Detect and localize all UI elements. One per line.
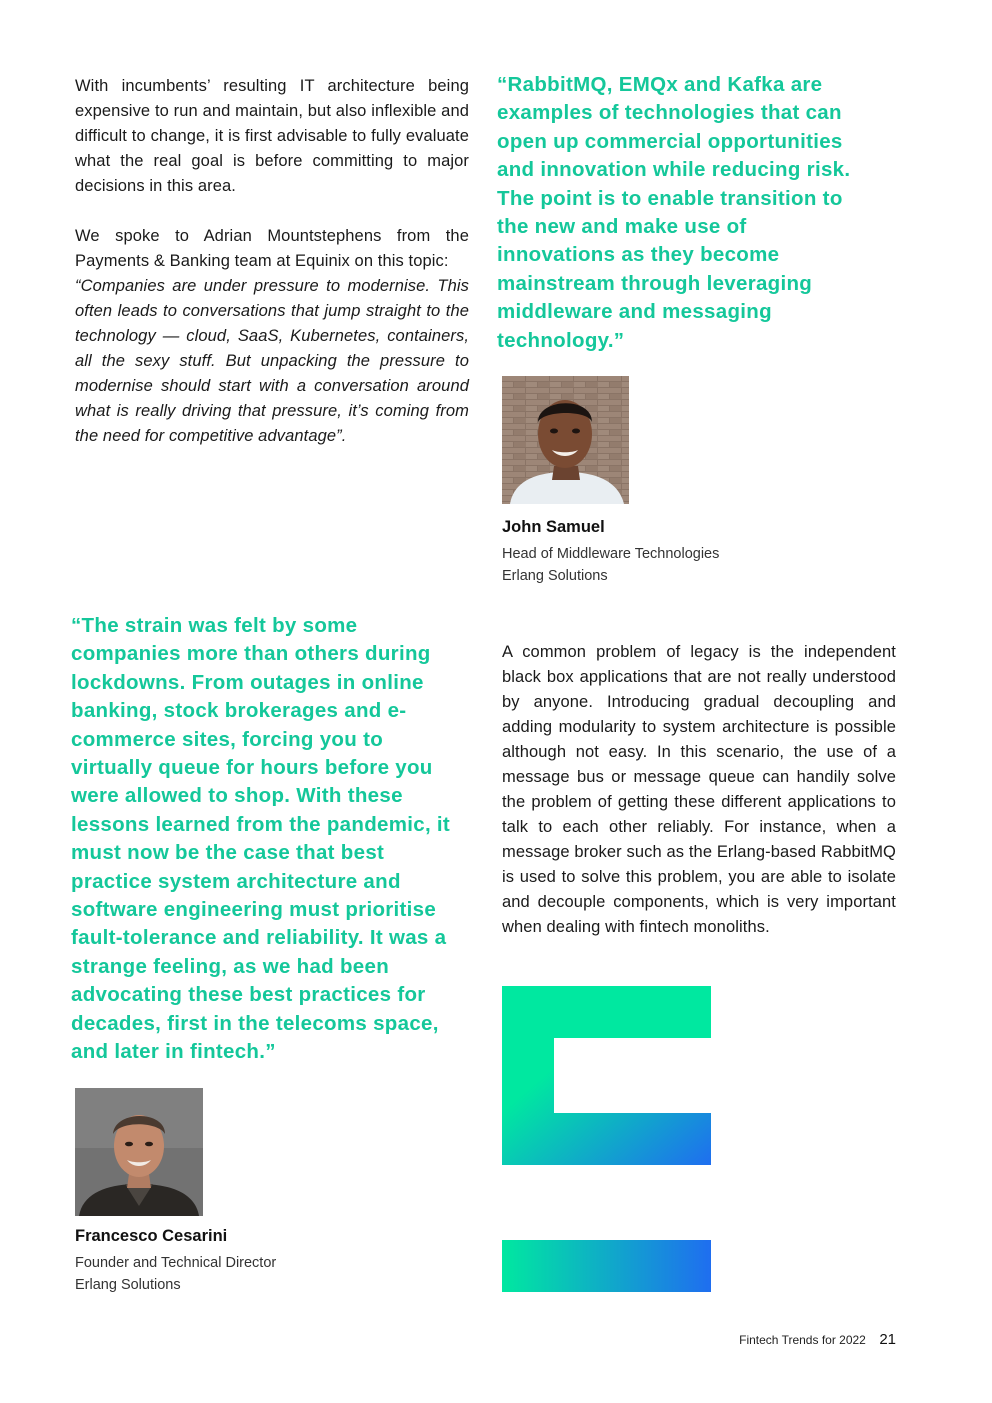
caption-samuel — [502, 518, 802, 587]
quote-text-cesarini: “The strain was felt by some companies more than others during lockdowns. From outages in online banking, stock brokerages and e-commerce sites, forcing you to virtually queue for hours before you were allowed to shop. With these lessons learned from the pandemic, it must now be the case that best practice system architecture and software engineering must prioritise fault-tolerance and reliability. It was a strange feeling, as we had been advocating these best practices for decades, first in the telecoms space, and later in fintech.” — [71, 614, 451, 1064]
pull-quote-samuel — [497, 71, 867, 355]
quote-text-samuel: “RabbitMQ, EMQx and Kafka are examples of technologies that can open up commercial opportunities and innovation while reducing risk. The point is to enable transition to the new and make use of innovations as they become mainstream through leveraging middleware and messaging technology.” — [497, 73, 851, 352]
pull-quote-cesarini — [71, 612, 455, 1067]
person-title: Head of Middleware Technologies — [502, 546, 720, 562]
person-name: John Samuel — [502, 518, 605, 536]
person-company: Erlang Solutions — [502, 568, 608, 584]
left-column — [75, 74, 469, 449]
equinix-intro: We spoke to Adrian Mountstephens from the Payments & Banking team at Equinix on this topic: — [75, 227, 469, 270]
e-shape-icon — [502, 986, 712, 1292]
portrait-image — [502, 376, 629, 504]
right-column — [502, 640, 896, 940]
equinix-quote: “Companies are under pressure to modernise. This often leads to conversations that jump straight to the technology — cloud, SaaS, Kubernetes, containers, all the sexy stuff. But unpacking the pressure to modernise should start with a conversation around what is really driving that pressure, it’s coming from the need for competitive advantage”. — [75, 277, 469, 445]
john-samuel-photo — [502, 376, 629, 504]
legacy-paragraph: A common problem of legacy is the independent black box applications that are not really understood by anyone. Introducing gradual decoupling and adding modularity to system architecture is possible although not easy. In this scenario, the use of a message bus or message queue can handily solve the problem of getting these different applications to talk to each other reliably. For instance, when a message broker such as the Erlang-based RabbitMQ is used to solve this problem, you are able to isolate and decouple components, which is very important when dealing with fintech monoliths. — [502, 643, 896, 936]
person-title: Founder and Technical Director — [75, 1255, 277, 1271]
footer — [739, 1331, 896, 1349]
page-number: 21 — [879, 1331, 896, 1348]
person-name: Francesco Cesarini — [75, 1227, 228, 1245]
erlang-logo-graphic — [502, 986, 712, 1292]
caption-cesarini — [75, 1227, 375, 1296]
person-company: Erlang Solutions — [75, 1277, 181, 1293]
francesco-cesarini-photo — [75, 1088, 203, 1216]
intro-paragraph: With incumbents’ resulting IT architecture being expensive to run and maintain, but also inflexible and difficult to change, it is first advisable to fully evaluate what the real goal is before committing to major decisions in this area. — [75, 77, 469, 195]
portrait-image — [75, 1088, 203, 1216]
publication-title: Fintech Trends for 2022 — [739, 1333, 866, 1347]
